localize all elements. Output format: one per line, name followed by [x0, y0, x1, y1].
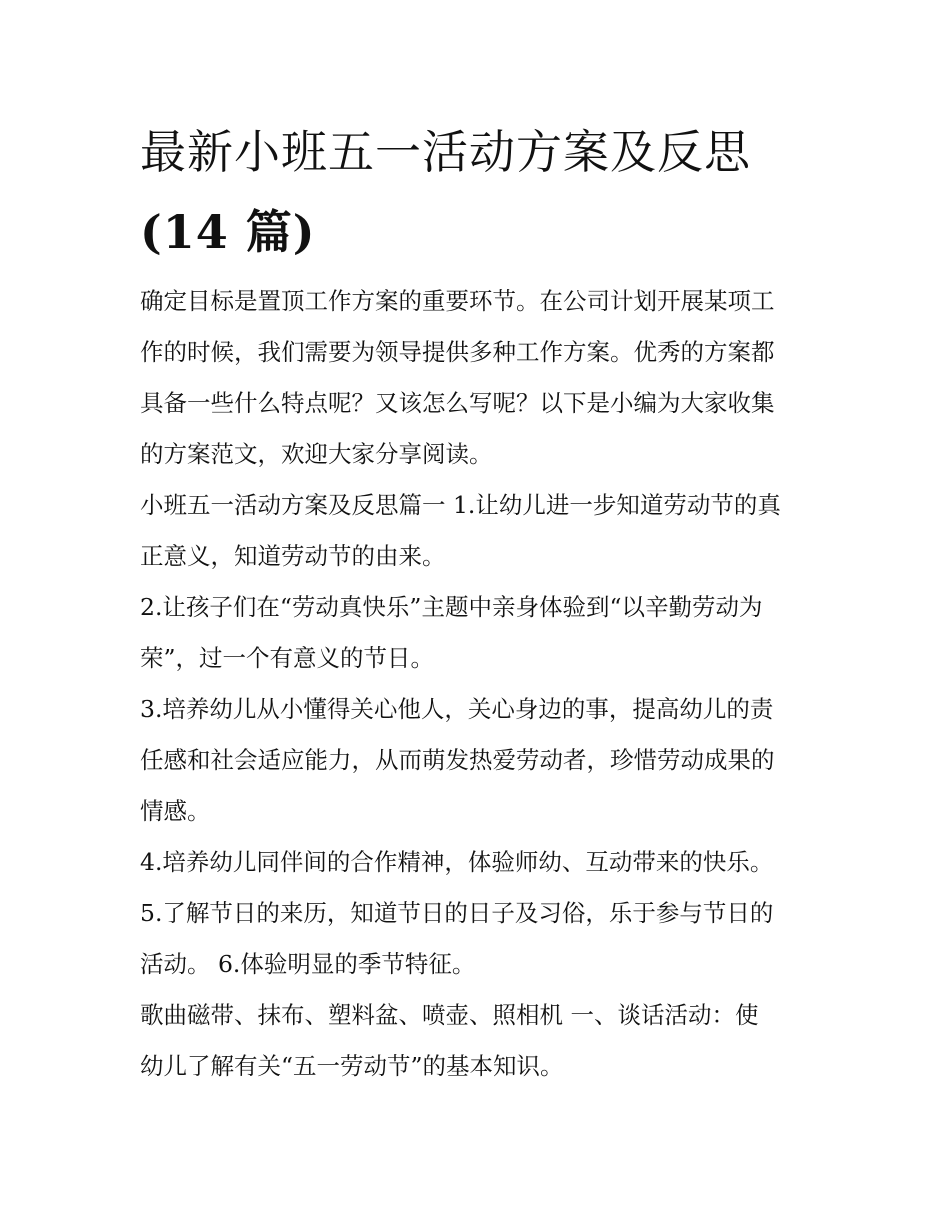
goal-2-paragraph: [140, 582, 820, 684]
text-line: 的方案范文，欢迎大家分享阅读。: [140, 440, 493, 468]
document-title: [140, 112, 820, 272]
text-line: 任感和社会适应能力，从而萌发热爱劳动者，珍惜劳动成果的: [140, 746, 775, 774]
text-line: 2.让孩子们在“劳动真快乐”主题中亲身体验到“以辛勤劳动为: [140, 593, 763, 621]
text-line: 正意义，知道劳动节的由来。: [140, 542, 446, 570]
goal-3-paragraph: [140, 684, 820, 837]
text-line: 3.培养幼儿从小懂得关心他人，关心身边的事，提高幼儿的责: [140, 695, 774, 723]
text-line: 情感。: [140, 797, 211, 825]
text-line: 确定目标是置顶工作方案的重要环节。在公司计划开展某项工: [140, 287, 775, 315]
text-line: 幼儿了解有关“五一劳动节”的基本知识。: [140, 1052, 564, 1080]
text-line: 具备一些什么特点呢？又该怎么写呢？以下是小编为大家收集: [140, 389, 775, 417]
text-line: 小班五一活动方案及反思篇一 1.让幼儿进一步知道劳动节的真: [140, 491, 781, 519]
intro-paragraph: [140, 276, 820, 480]
text-line: 4.培养幼儿同伴间的合作精神，体验师幼、互动带来的快乐。: [140, 848, 774, 876]
text-line: 活动。 6.体验明显的季节特征。: [140, 950, 476, 978]
text-line: 歌曲磁带、抹布、塑料盆、喷壶、照相机 一、谈话活动：使: [140, 1001, 759, 1029]
title-line-1: 最新小班五一活动方案及反思: [140, 125, 751, 179]
text-line: 荣”，过一个有意义的节日。: [140, 644, 435, 672]
text-line: 作的时候，我们需要为领导提供多种工作方案。优秀的方案都: [140, 338, 775, 366]
title-line-2: (14 篇): [140, 205, 316, 259]
text-line: 5.了解节日的来历，知道节日的日子及习俗，乐于参与节日的: [140, 899, 774, 927]
document-body: [140, 276, 820, 1092]
goal-4-paragraph: [140, 837, 820, 888]
materials-paragraph: [140, 990, 820, 1092]
goal-5-6-paragraph: [140, 888, 820, 990]
goal-1-paragraph: [140, 480, 820, 582]
